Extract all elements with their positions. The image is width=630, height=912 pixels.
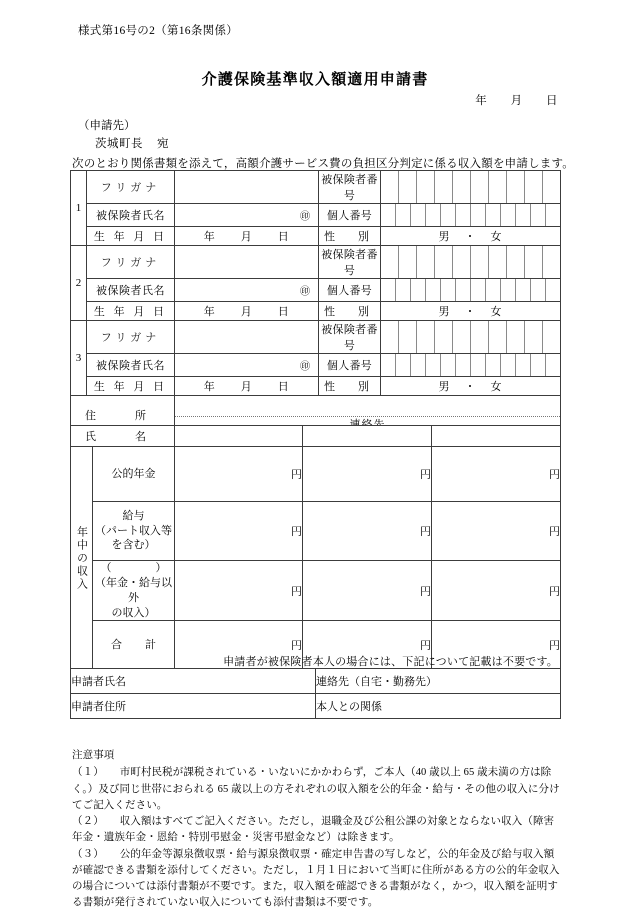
furigana-input-3[interactable] — [175, 321, 319, 354]
table-row — [71, 669, 561, 694]
income-row-label-line: 給与 — [122, 509, 145, 522]
digit-box[interactable] — [546, 354, 560, 376]
label-personal-number-3: 個人番号 — [319, 354, 381, 377]
sex-options-3[interactable] — [381, 377, 561, 396]
income-row-label-pension — [93, 447, 175, 502]
furigana-input-1[interactable] — [175, 171, 319, 204]
digit-box[interactable] — [381, 204, 396, 226]
digit-box[interactable] — [399, 321, 417, 353]
notes-section — [72, 748, 562, 912]
income-value-other-2[interactable]: 円 — [303, 561, 432, 621]
applicant-name-field[interactable]: 申請者氏名 — [71, 669, 316, 694]
label-personal-number-1: 個人番号 — [319, 204, 381, 227]
income-row-label-line: （年金・給与以外 — [95, 576, 172, 604]
person-index-2: 2 — [71, 246, 87, 321]
income-name-input-1[interactable] — [175, 426, 303, 447]
income-row-label-line: 合 計 — [111, 638, 162, 651]
digit-box[interactable] — [399, 171, 417, 203]
table-row — [71, 354, 561, 377]
dob-day-label: 日 — [277, 306, 290, 318]
digit-box[interactable] — [426, 204, 441, 226]
digit-box[interactable] — [456, 279, 471, 301]
label-dob-2: 生 年 月 日 — [87, 302, 175, 321]
sex-separator: ・ — [464, 231, 477, 243]
dob-input-3[interactable] — [175, 377, 319, 396]
form-code: 様式第16号の2（第16条関係） — [78, 25, 239, 37]
digit-box[interactable] — [396, 204, 411, 226]
digit-box[interactable] — [381, 321, 399, 353]
table-row — [71, 227, 561, 246]
digit-box[interactable] — [441, 354, 456, 376]
digit-box[interactable] — [516, 279, 531, 301]
sex-female-option[interactable]: 女 — [490, 231, 503, 243]
table-row — [71, 246, 561, 279]
digit-box[interactable] — [396, 354, 411, 376]
income-value-other-3[interactable]: 円 — [432, 561, 561, 621]
table-row — [71, 561, 561, 621]
sex-separator: ・ — [464, 306, 477, 318]
table-row — [71, 502, 561, 561]
dob-fields-1 — [175, 228, 318, 244]
note-item-1: （１） 市町村民税が課税されている・いないにかかわらず，ご本人（40 歳以上 65 歳未満の方は除く。）及び同じ世帯におられる 65 歳以上の方それぞれの収入額を公的年金・給与・その他の収入に分けてご記入ください。 — [72, 767, 560, 811]
sex-options-2[interactable] — [381, 302, 561, 321]
insured-number-boxes-2 — [381, 246, 560, 278]
seal-icon: ㊞ — [300, 286, 310, 298]
income-row-label-line: 公的年金 — [111, 467, 156, 480]
label-dob-1: 生 年 月 日 — [87, 227, 175, 246]
digit-box[interactable] — [531, 354, 546, 376]
label-insured-name-3: 被保険者氏名 — [87, 354, 175, 377]
income-row-label-other — [93, 561, 175, 621]
addressee-label: （申請先） — [78, 120, 136, 132]
dob-month-label: 月 — [240, 381, 253, 393]
digit-box[interactable] — [501, 354, 516, 376]
label-insured-number-1: 被保険者番号 — [319, 171, 381, 204]
dob-month-label: 月 — [240, 231, 253, 243]
income-value-salary-3[interactable]: 円 — [432, 502, 561, 561]
digit-box[interactable] — [516, 204, 531, 226]
insured-persons-table — [70, 170, 561, 435]
table-row — [71, 694, 561, 719]
income-vertical-label-cell — [71, 447, 93, 670]
digit-box[interactable] — [531, 279, 546, 301]
label-address: 住 所 — [71, 396, 175, 435]
label-sex-1: 性 別 — [319, 227, 381, 246]
income-name-input-3[interactable] — [432, 426, 561, 447]
personal-number-input-1[interactable] — [381, 204, 561, 227]
applicant-contact-field[interactable]: 連絡先（自宅・勤務先） — [316, 669, 561, 694]
digit-box[interactable] — [516, 354, 531, 376]
digit-box[interactable] — [435, 321, 453, 353]
date-line — [475, 92, 558, 108]
table-row — [71, 426, 561, 447]
digit-box[interactable] — [501, 204, 516, 226]
insured-name-input-3[interactable] — [175, 354, 319, 377]
income-value-pension-1[interactable]: 円 — [175, 447, 303, 502]
digit-box[interactable] — [471, 279, 486, 301]
digit-box[interactable] — [489, 321, 507, 353]
sex-male-option[interactable]: 男 — [438, 306, 451, 318]
personal-number-boxes-1 — [381, 204, 560, 226]
address-input[interactable] — [175, 396, 560, 417]
addressee — [95, 135, 169, 151]
digit-box[interactable] — [471, 246, 489, 278]
digit-box[interactable] — [543, 321, 560, 353]
insured-name-input-2[interactable] — [175, 279, 319, 302]
digit-box[interactable] — [507, 171, 525, 203]
digit-box[interactable] — [543, 171, 560, 203]
income-row-label-line: （ ） — [100, 562, 167, 574]
personal-number-boxes-3 — [381, 354, 560, 376]
label-insured-number-3: 被保険者番号 — [319, 321, 381, 354]
label-furigana-2: フリガナ — [87, 246, 175, 279]
digit-box[interactable] — [435, 246, 453, 278]
dob-fields-3 — [175, 378, 318, 394]
personal-number-input-3[interactable] — [381, 354, 561, 377]
income-row-label-line: の収入） — [111, 606, 156, 619]
digit-box[interactable] — [546, 204, 560, 226]
note-item-2: （２） 収入額はすべてご記入ください。ただし，退職金及び公租公課の対象とならない収入（障害年金・遺族年金・恩給・特別弔慰金・災害弔慰金など）は除きます。 — [72, 816, 555, 844]
date-year-label: 年 — [475, 95, 488, 107]
digit-box[interactable] — [507, 321, 525, 353]
digit-box[interactable] — [531, 204, 546, 226]
income-value-pension-3[interactable]: 円 — [432, 447, 561, 502]
digit-box[interactable] — [453, 321, 471, 353]
digit-box[interactable] — [501, 279, 516, 301]
digit-box[interactable] — [486, 279, 501, 301]
digit-box[interactable] — [381, 279, 396, 301]
insured-number-boxes-1 — [381, 171, 560, 203]
digit-box[interactable] — [486, 354, 501, 376]
table-row — [71, 204, 561, 227]
digit-box[interactable] — [417, 321, 435, 353]
dob-input-2[interactable] — [175, 302, 319, 321]
label-furigana-3: フリガナ — [87, 321, 175, 354]
sex-options-1[interactable] — [381, 227, 561, 246]
digit-box[interactable] — [489, 246, 507, 278]
digit-box[interactable] — [426, 279, 441, 301]
insured-number-input-2[interactable] — [381, 246, 561, 279]
digit-box[interactable] — [411, 204, 426, 226]
digit-box[interactable] — [471, 204, 486, 226]
digit-box[interactable] — [456, 204, 471, 226]
label-personal-number-2: 個人番号 — [319, 279, 381, 302]
income-value-total-3[interactable]: 円 — [432, 621, 561, 670]
note-item-3: （３） 公的年金等源泉徴収票・給与源泉徴収票・確定申告書の写しなど，公的年金及び給与収入額が確認できる書類を添付してください。ただし，１月１日において当町に住所がある方の公的年金収入の場合については添付書類が不要です。また，収入額を確認できる書類がなく，かつ，収入額を証明する書類が発行されていない収入についても添付書類は不要です。 — [72, 848, 560, 909]
insured-number-boxes-3 — [381, 321, 560, 353]
applicant-table — [70, 668, 561, 719]
dob-day-label: 日 — [277, 231, 290, 243]
label-sex-3: 性 別 — [319, 377, 381, 396]
income-name-input-2[interactable] — [303, 426, 432, 447]
sex-female-option[interactable]: 女 — [490, 306, 503, 318]
digit-box[interactable] — [486, 204, 501, 226]
label-insured-number-2: 被保険者番号 — [319, 246, 381, 279]
digit-box[interactable] — [525, 321, 543, 353]
digit-box[interactable] — [441, 279, 456, 301]
table-row — [71, 302, 561, 321]
income-row-label-line: を含む） — [111, 539, 156, 552]
digit-box[interactable] — [411, 279, 426, 301]
addressee-name-text: 茨城町長 — [95, 138, 143, 150]
digit-box[interactable] — [417, 246, 435, 278]
sex-separator: ・ — [464, 381, 477, 393]
dob-fields-2 — [175, 303, 318, 319]
label-insured-name-1: 被保険者氏名 — [87, 204, 175, 227]
income-value-salary-2[interactable]: 円 — [303, 502, 432, 561]
date-month-label: 月 — [510, 95, 523, 107]
table-row — [71, 279, 561, 302]
sex-male-option[interactable]: 男 — [438, 381, 451, 393]
digit-box[interactable] — [381, 246, 399, 278]
income-name-header: 氏 名 — [71, 426, 175, 447]
income-table — [70, 425, 561, 670]
digit-box[interactable] — [399, 246, 417, 278]
digit-box[interactable] — [426, 354, 441, 376]
digit-box[interactable] — [471, 354, 486, 376]
income-value-pension-2[interactable]: 円 — [303, 447, 432, 502]
digit-box[interactable] — [489, 171, 507, 203]
digit-box[interactable] — [411, 354, 426, 376]
label-dob-3: 生 年 月 日 — [87, 377, 175, 396]
person-index-1: 1 — [71, 171, 87, 246]
table-row — [71, 171, 561, 204]
intro-sentence: 次のとおり関係書類を添えて，高額介護サービス費の負担区分判定に係る収入額を申請します。 — [72, 158, 574, 170]
insured-name-input-1[interactable] — [175, 204, 319, 227]
digit-box[interactable] — [435, 171, 453, 203]
dob-year-label: 年 — [203, 231, 216, 243]
digit-box[interactable] — [453, 171, 471, 203]
seal-icon: ㊞ — [300, 361, 310, 373]
income-value-salary-1[interactable]: 円 — [175, 502, 303, 561]
digit-box[interactable] — [381, 171, 399, 203]
digit-box[interactable] — [453, 246, 471, 278]
income-row-label-line: （パート収入等 — [95, 524, 172, 537]
digit-box[interactable] — [507, 246, 525, 278]
income-row-label-salary — [93, 502, 175, 561]
income-vertical-label: 年中の収入 — [75, 525, 88, 591]
digit-box[interactable] — [543, 246, 560, 278]
applicant-relation-field[interactable]: 本人との関係 — [316, 694, 561, 719]
dob-month-label: 月 — [240, 306, 253, 318]
sex-female-option[interactable]: 女 — [490, 381, 503, 393]
income-value-total-1[interactable]: 円 — [175, 621, 303, 670]
income-value-other-1[interactable]: 円 — [175, 561, 303, 621]
dob-input-1[interactable] — [175, 227, 319, 246]
person-index-3: 3 — [71, 321, 87, 396]
furigana-input-2[interactable] — [175, 246, 319, 279]
table-row — [71, 447, 561, 502]
label-furigana-1: フリガナ — [87, 171, 175, 204]
insured-number-input-3[interactable] — [381, 321, 561, 354]
digit-box[interactable] — [525, 246, 543, 278]
digit-box[interactable] — [471, 171, 489, 203]
dob-year-label: 年 — [203, 306, 216, 318]
personal-number-boxes-2 — [381, 279, 560, 301]
sex-male-option[interactable]: 男 — [438, 231, 451, 243]
date-day-label: 日 — [546, 95, 558, 107]
digit-box[interactable] — [417, 171, 435, 203]
seal-icon: ㊞ — [300, 211, 310, 223]
digit-box[interactable] — [441, 204, 456, 226]
label-insured-name-2: 被保険者氏名 — [87, 279, 175, 302]
digit-box[interactable] — [456, 354, 471, 376]
label-sex-2: 性 別 — [319, 302, 381, 321]
table-row — [71, 377, 561, 396]
income-value-total-2[interactable]: 円 — [303, 621, 432, 670]
digit-box[interactable] — [471, 321, 489, 353]
digit-box[interactable] — [546, 279, 560, 301]
insured-number-input-1[interactable] — [381, 171, 561, 204]
table-row — [71, 321, 561, 354]
page-title: 介護保険基準収入額適用申請書 — [201, 72, 429, 88]
digit-box[interactable] — [525, 171, 543, 203]
dob-day-label: 日 — [277, 381, 290, 393]
addressee-suffix: 宛 — [157, 138, 169, 150]
dob-year-label: 年 — [203, 381, 216, 393]
applicant-note: 申請者が被保険者本人の場合には、下記について記載は不要です。 — [223, 656, 558, 668]
personal-number-input-2[interactable] — [381, 279, 561, 302]
digit-box[interactable] — [396, 279, 411, 301]
applicant-address-field[interactable]: 申請者住所 — [71, 694, 316, 719]
notes-title: 注意事項 — [72, 750, 115, 761]
digit-box[interactable] — [381, 354, 396, 376]
